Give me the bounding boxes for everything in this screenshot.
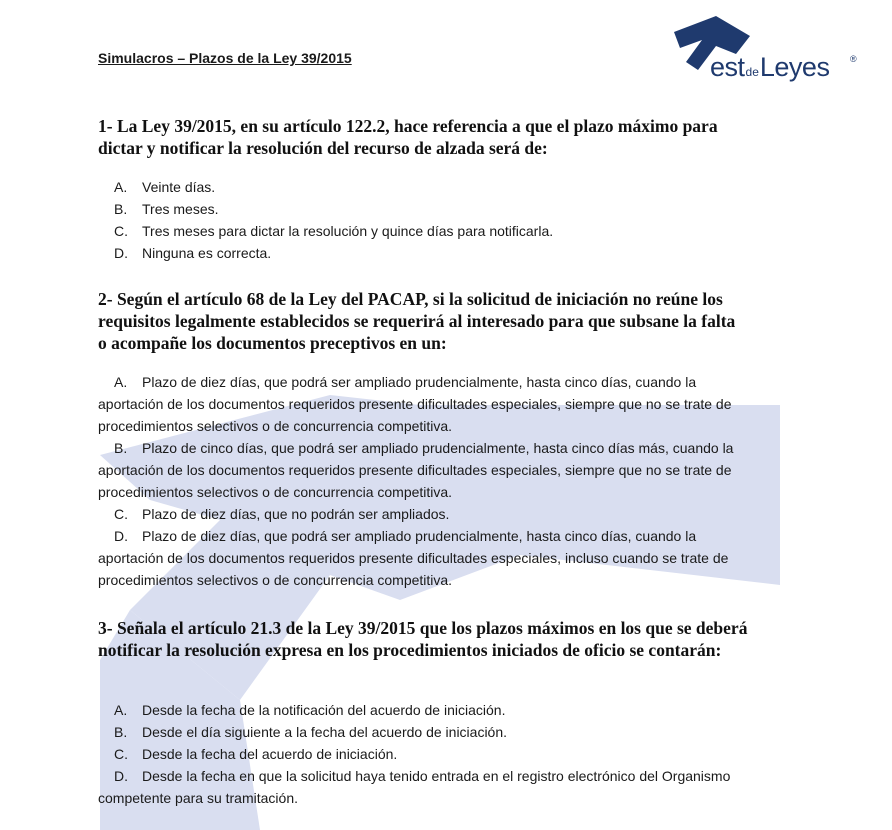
option-text: Veinte días. xyxy=(142,179,216,195)
option-3a xyxy=(98,699,748,721)
option-1a xyxy=(98,176,748,198)
option-1b xyxy=(98,198,748,220)
logo-text-leyes: Leyes xyxy=(759,52,830,82)
option-letter: C. xyxy=(114,506,128,522)
option-text: Tres meses. xyxy=(142,201,219,217)
option-2c xyxy=(98,503,748,525)
option-letter: B. xyxy=(114,724,128,740)
question-3-title: 3- Señala el artículo 21.3 de la Ley 39/2015 que los plazos máximos en los que se deberá notificar la resolución expresa en los procedimientos iniciados de oficio se contarán: xyxy=(98,618,748,660)
testdeleyes-logo xyxy=(672,14,872,86)
option-2d xyxy=(98,525,748,591)
option-1c xyxy=(98,220,748,242)
option-letter: D. xyxy=(114,245,128,261)
logo-text-de: de xyxy=(745,65,759,79)
question-2-title: 2- Según el artículo 68 de la Ley del PACAP, si la solicitud de iniciación no reúne los requisitos legalmente establecidos se requerirá al interesado para que subsane la falta o acompañe los documentos preceptivos en un: xyxy=(98,289,736,353)
option-text: Plazo de diez días, que podrá ser ampliado prudencialmente, hasta cinco días, cuando la aportación de los documentos requeridos presente dificultades especiales, incluso cuando se trate de procedimientos selectivos o de concurrencia competitiva. xyxy=(98,528,729,588)
option-3c xyxy=(98,743,748,765)
option-letter: A. xyxy=(114,374,128,390)
option-3d xyxy=(98,765,748,809)
option-letter: D. xyxy=(114,528,128,544)
option-2b xyxy=(98,437,748,503)
option-letter: A. xyxy=(114,702,128,718)
option-text: Desde el día siguiente a la fecha del acuerdo de iniciación. xyxy=(142,724,508,740)
option-letter: C. xyxy=(114,223,128,239)
option-letter: A. xyxy=(114,179,128,195)
option-2a xyxy=(98,371,748,437)
option-1d xyxy=(98,242,748,264)
option-letter: B. xyxy=(114,201,128,217)
option-letter: D. xyxy=(114,768,128,784)
option-text: Ninguna es correcta. xyxy=(142,245,272,261)
document-title: Simulacros – Plazos de la Ley 39/2015 xyxy=(98,50,352,66)
logo-text-est: est xyxy=(710,52,745,82)
logo-wordmark xyxy=(710,52,829,83)
option-letter: B. xyxy=(114,440,128,456)
question-1-options xyxy=(98,176,748,264)
option-text: Plazo de diez días, que podrá ser ampliado prudencialmente, hasta cinco días, cuando la aportación de los documentos requeridos presente dificultades especiales, siempre que no se trate de procedimientos selectivos o de concurrencia competitiva. xyxy=(98,374,732,434)
question-2-options xyxy=(98,371,748,591)
registered-mark: ® xyxy=(850,54,857,64)
option-text: Desde la fecha del acuerdo de iniciación. xyxy=(142,746,398,762)
option-3b xyxy=(98,721,748,743)
option-text: Plazo de cinco días, que podrá ser ampliado prudencialmente, hasta cinco días más, cuando la aportación de los documentos requeridos presente dificultades especiales, siempre que no se trate de procedimientos selectivos o de concurrencia competitiva. xyxy=(98,440,734,500)
option-text: Plazo de diez días, que no podrán ser ampliados. xyxy=(142,506,450,522)
question-1-title: 1- La Ley 39/2015, en su artículo 122.2, hace referencia a que el plazo máximo para dictar y notificar la resolución del recurso de alzada será de: xyxy=(98,116,718,158)
option-text: Desde la fecha de la notificación del acuerdo de iniciación. xyxy=(142,702,506,718)
option-text: Desde la fecha en que la solicitud haya tenido entrada en el registro electrónico del Organismo competente para su tramitación. xyxy=(98,768,731,806)
option-letter: C. xyxy=(114,746,128,762)
question-3-options xyxy=(98,699,748,809)
option-text: Tres meses para dictar la resolución y quince días para notificarla. xyxy=(142,223,554,239)
